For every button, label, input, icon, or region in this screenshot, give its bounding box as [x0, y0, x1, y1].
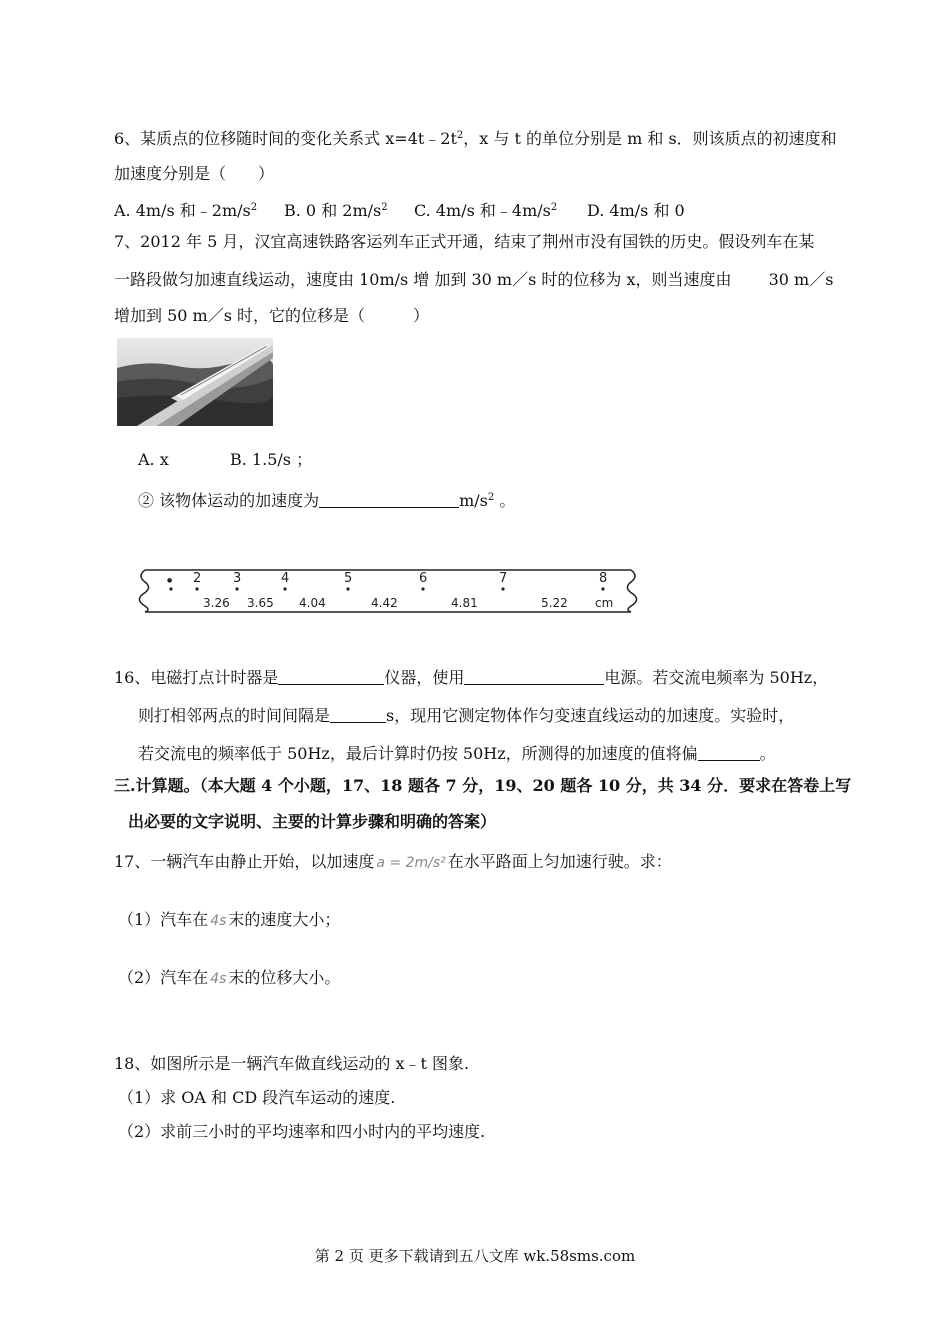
tape-distance-label: 4.04 [299, 596, 326, 610]
tape-distance-label: 5.22 [541, 596, 568, 610]
tape-distance-label: 4.81 [451, 596, 478, 610]
q7-stem-line3: 增加到 50 m／s 时，它的位移是（ ） [114, 306, 430, 325]
section3-heading-line1: 三.计算题。（本大题 4 个小题，17、18 题各 7 分，19、20 题各 10 分，共 34 分．要求在答卷上写 [114, 776, 852, 795]
q17-formula: a = 2m/s² [376, 855, 446, 871]
tape-point-label: 2 [193, 571, 202, 586]
q16-blank-bias[interactable] [698, 744, 760, 761]
q6-text-tail: ，x 与 t 的单位分别是 m 和 s．则该质点的初速度和 [463, 129, 837, 148]
q6-exponent: 2 [456, 130, 464, 141]
tape-dot [169, 587, 172, 590]
q18-part1: （1）求 OA 和 CD 段汽车运动的速度. [118, 1088, 396, 1107]
q7-options [138, 450, 312, 470]
tape-point-label: 5 [344, 571, 353, 586]
q18-stem: 18、如图所示是一辆汽车做直线运动的 x﹣t 图象. [114, 1054, 470, 1073]
tape-dot [421, 587, 424, 590]
q16-line2: 则打相邻两点的时间间隔是 s，现用它测定物体作匀变速直线运动的加速度。实验时， [138, 706, 795, 725]
tape-distance-label: 3.26 [203, 596, 230, 610]
ticker-tape-diagram [133, 562, 643, 622]
q6-options [114, 198, 685, 221]
q6-text: 6、某质点的位移随时间的变化关系式 x=4t﹣2t [114, 129, 457, 148]
q16-blank-interval[interactable] [330, 706, 386, 723]
tape-point-label: 8 [599, 571, 608, 586]
q7-stem-line1: 7、2012 年 5 月，汉宜高速铁路客运列车正式开通，结束了荆州市没有国铁的历史。假设列车在某 [114, 232, 815, 251]
train-illustration [117, 338, 273, 426]
tape-dot [346, 587, 349, 590]
section3-heading-line2: 出必要的文字说明、主要的计算步骤和明确的答案） [128, 812, 497, 831]
tape-point-label: 3 [233, 571, 242, 586]
q7-option-a: A. x [138, 450, 169, 469]
q6-stem-line1 [114, 126, 837, 149]
tape-point-label: 6 [419, 571, 428, 586]
tape-dot [501, 587, 504, 590]
q15-part2-prompt: ② 该物体运动的加速度为 [138, 491, 320, 510]
q7-stem-line2: 一路段做匀加速直线运动，速度由 10m/s 增 加到 30 m／s 时的位移为 x，则当速度由 30 m／s [114, 270, 834, 289]
q16-line1: 16、电磁打点计时器是 仪器，使用 电源。若交流电频率为 50Hz， [114, 668, 829, 687]
q6-option-d: D. 4m/s 和 0 [587, 201, 685, 220]
tape-distance-label: 4.42 [371, 596, 398, 610]
q15-unit: m/s [459, 491, 488, 510]
tape-point-label: 7 [499, 571, 508, 586]
q16-blank-power[interactable] [464, 668, 604, 685]
tape-dot [601, 587, 604, 590]
q6-option-b: B. 0 和 2m/s2 [284, 201, 388, 220]
tape-dot [235, 587, 238, 590]
q18-part2: （2）求前三小时的平均速率和四小时内的平均速度. [118, 1122, 486, 1141]
q17-stem: 17、一辆汽车由静止开始，以加速度 a = 2m/s² 在水平路面上匀加速行驶。求： [114, 852, 672, 871]
tape-point-label: ● [167, 577, 173, 584]
tape-distance-label: 3.65 [247, 596, 274, 610]
q6-option-c: C. 4m/s 和﹣4m/s2 [414, 201, 558, 220]
tape-point-label: 4 [281, 571, 290, 586]
page-footer: 第 2 页 更多下载请到五八文库 wk.58sms.com [314, 1247, 636, 1265]
q6-stem-line2: 加速度分别是（ ） [114, 164, 275, 183]
q17-part2-formula: 4s [210, 971, 227, 987]
q16-blank-instrument[interactable] [278, 668, 384, 685]
tape-dot [195, 587, 198, 590]
tape-dot [283, 587, 286, 590]
tape-unit-label: cm [595, 596, 614, 610]
q15-part2: ② 该物体运动的加速度为 $m/s^2$ 。 [138, 491, 516, 510]
q17-part1: （1）汽车在 4s 末的速度大小； [118, 910, 341, 929]
tape-left-tear [139, 570, 148, 612]
q15-answer-blank[interactable] [319, 491, 459, 508]
train-photo [117, 338, 273, 426]
q16-line3: 若交流电的频率低于 50Hz，最后计算时仍按 50Hz，所测得的加速度的值将偏 。 [138, 744, 776, 763]
q17-part2: （2）汽车在 4s 末的位移大小。 [118, 968, 341, 987]
tape-right-tear [627, 570, 636, 612]
q17-part1-formula: 4s [210, 913, 227, 929]
q6-option-a: A. 4m/s 和﹣2m/s2 [114, 201, 258, 220]
q7-option-b: B. 1.5/s ； [230, 450, 313, 469]
